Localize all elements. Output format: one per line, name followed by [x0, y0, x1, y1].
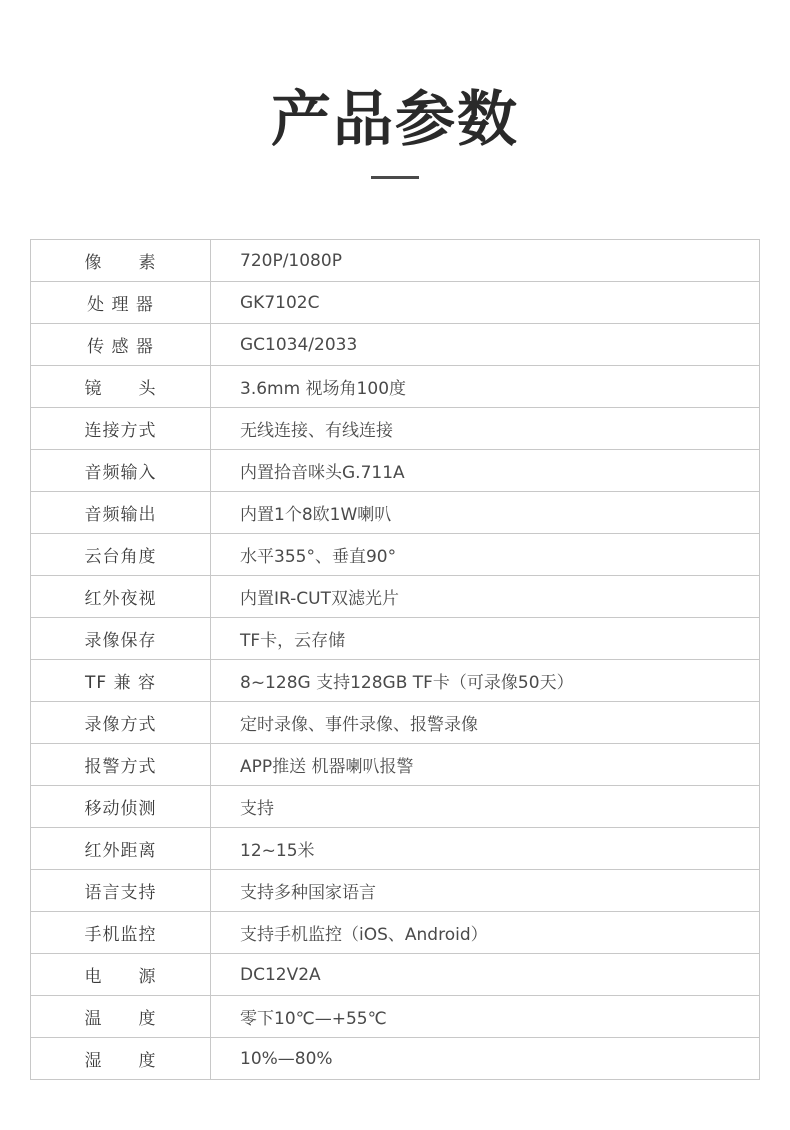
spec-label: 湿 度 — [31, 1038, 211, 1080]
title-underline — [371, 176, 419, 179]
spec-value: 内置1个8欧1W喇叭 — [211, 492, 760, 534]
spec-label: 连接方式 — [31, 408, 211, 450]
spec-value: 12~15米 — [211, 828, 760, 870]
spec-value: 3.6mm 视场角100度 — [211, 366, 760, 408]
spec-label: 云台角度 — [31, 534, 211, 576]
spec-label: 处 理 器 — [31, 282, 211, 324]
spec-value: 水平355°、垂直90° — [211, 534, 760, 576]
spec-label: 音频输出 — [31, 492, 211, 534]
spec-value: 720P/1080P — [211, 240, 760, 282]
spec-value: 无线连接、有线连接 — [211, 408, 760, 450]
spec-label: 录像方式 — [31, 702, 211, 744]
spec-label: 传 感 器 — [31, 324, 211, 366]
spec-label: TF 兼 容 — [31, 660, 211, 702]
page-title: 产品参数 — [271, 85, 519, 155]
spec-value: 8~128G 支持128GB TF卡（可录像50天） — [211, 660, 760, 702]
table-row — [31, 660, 760, 702]
spec-value: 支持手机监控（iOS、Android） — [211, 912, 760, 954]
spec-value: 支持多种国家语言 — [211, 870, 760, 912]
spec-label: 电 源 — [31, 954, 211, 996]
table-row — [31, 786, 760, 828]
spec-label: 红外夜视 — [31, 576, 211, 618]
table-row — [31, 1038, 760, 1080]
table-row — [31, 954, 760, 996]
spec-label: 温 度 — [31, 996, 211, 1038]
table-row — [31, 870, 760, 912]
spec-label: 像 素 — [31, 240, 211, 282]
table-row — [31, 996, 760, 1038]
spec-label: 语言支持 — [31, 870, 211, 912]
spec-label: 移动侦测 — [31, 786, 211, 828]
spec-label: 红外距离 — [31, 828, 211, 870]
spec-value: TF卡，云存储 — [211, 618, 760, 660]
table-row — [31, 450, 760, 492]
spec-value: 10%—80% — [211, 1038, 760, 1080]
table-row — [31, 324, 760, 366]
table-row — [31, 576, 760, 618]
table-row — [31, 618, 760, 660]
spec-value: 零下10℃—+55℃ — [211, 996, 760, 1038]
spec-value: 支持 — [211, 786, 760, 828]
table-row — [31, 702, 760, 744]
spec-value: DC12V2A — [211, 954, 760, 996]
spec-label: 音频输入 — [31, 450, 211, 492]
table-row — [31, 240, 760, 282]
table-row — [31, 534, 760, 576]
table-row — [31, 366, 760, 408]
table-row — [31, 282, 760, 324]
spec-value: 定时录像、事件录像、报警录像 — [211, 702, 760, 744]
spec-label: 录像保存 — [31, 618, 211, 660]
spec-value: GC1034/2033 — [211, 324, 760, 366]
spec-table — [30, 239, 760, 1080]
spec-label: 手机监控 — [31, 912, 211, 954]
table-row — [31, 912, 760, 954]
spec-value: 内置拾音咪头G.711A — [211, 450, 760, 492]
table-row — [31, 744, 760, 786]
table-row — [31, 492, 760, 534]
spec-label: 镜 头 — [31, 366, 211, 408]
spec-label: 报警方式 — [31, 744, 211, 786]
table-row — [31, 408, 760, 450]
spec-value: GK7102C — [211, 282, 760, 324]
spec-value: APP推送 机器喇叭报警 — [211, 744, 760, 786]
table-row — [31, 828, 760, 870]
spec-value: 内置IR-CUT双滤光片 — [211, 576, 760, 618]
